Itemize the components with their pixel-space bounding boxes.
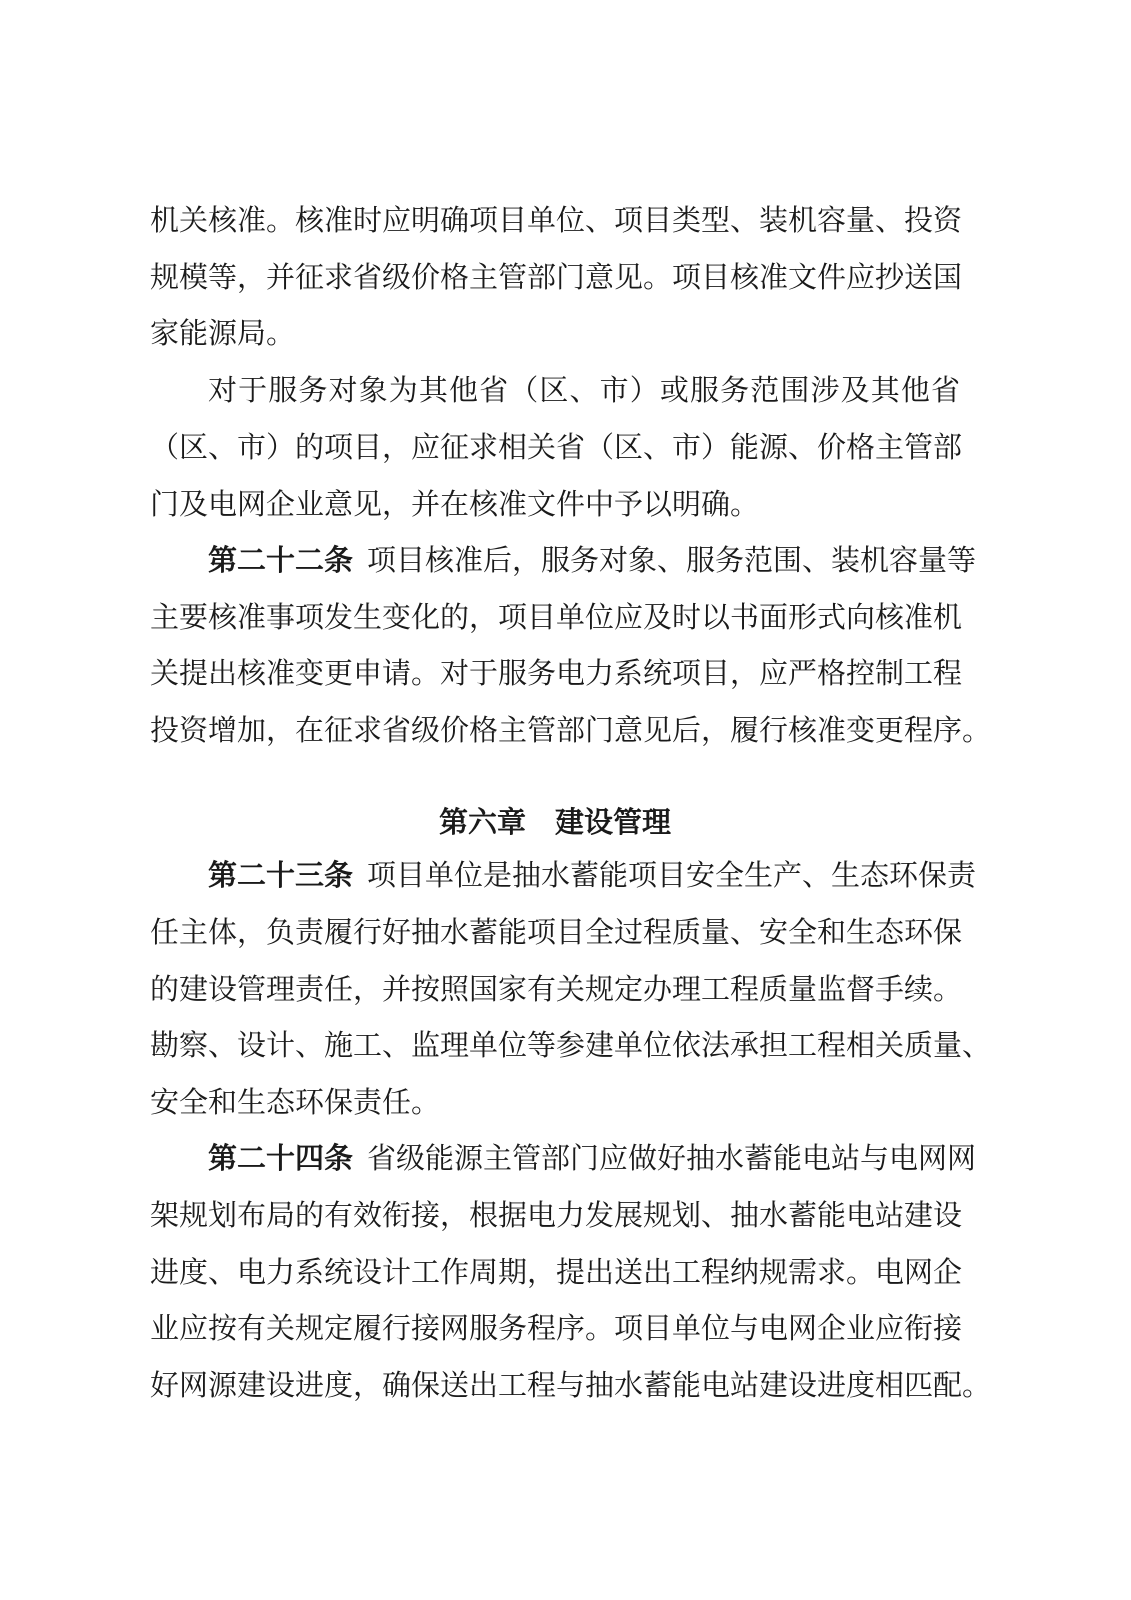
article-23-line-3: 的建设管理责任，并按照国家有关规定办理工程质量监督手续。	[150, 972, 963, 1006]
article-23-text: 项目单位是抽水蓄能项目安全生产、生态环保责	[367, 858, 977, 892]
article-22-line-1	[208, 540, 977, 580]
article-23-line-2: 任主体，负责履行好抽水蓄能项目全过程质量、安全和生态环保	[150, 915, 963, 949]
chapter-heading: 第六章 建设管理	[438, 805, 671, 839]
article-24-line-5: 好网源建设进度，确保送出工程与抽水蓄能电站建设进度相匹配。	[150, 1368, 992, 1402]
article-23-line-1	[208, 855, 977, 895]
article-22-title: 第二十二条	[208, 543, 354, 577]
article-24-line-2: 架规划布局的有效衔接，根据电力发展规划、抽水蓄能电站建设	[150, 1198, 963, 1232]
article-22-line-3: 关提出核准变更申请。对于服务电力系统项目，应严格控制工程	[150, 656, 963, 690]
article-24-line-4: 业应按有关规定履行接网服务程序。项目单位与电网企业应衔接	[150, 1311, 963, 1345]
paragraph-line-2: （区、市）的项目，应征求相关省（区、市）能源、价格主管部	[150, 430, 963, 464]
article-24-title: 第二十四条	[208, 1141, 354, 1175]
paragraph-continuation-line-1: 机关核准。核准时应明确项目单位、项目类型、装机容量、投资	[150, 203, 963, 237]
article-23-title: 第二十三条	[208, 858, 354, 892]
article-23-line-4: 勘察、设计、施工、监理单位等参建单位依法承担工程相关质量、	[150, 1028, 992, 1062]
article-22-line-4: 投资增加，在征求省级价格主管部门意见后，履行核准变更程序。	[150, 713, 992, 747]
article-23-line-5: 安全和生态环保责任。	[150, 1085, 441, 1119]
article-22-text: 项目核准后，服务对象、服务范围、装机容量等	[367, 543, 977, 577]
article-24-line-3: 进度、电力系统设计工作周期，提出送出工程纳规需求。电网企	[150, 1255, 963, 1289]
article-24-line-1	[208, 1138, 977, 1178]
paragraph-continuation-line-2: 规模等，并征求省级价格主管部门意见。项目核准文件应抄送国	[150, 260, 963, 294]
article-24-text: 省级能源主管部门应做好抽水蓄能电站与电网网	[367, 1141, 977, 1175]
article-22-line-2: 主要核准事项发生变化的，项目单位应及时以书面形式向核准机	[150, 600, 963, 634]
paragraph-line-3: 门及电网企业意见，并在核准文件中予以明确。	[150, 487, 760, 521]
paragraph-continuation-line-3: 家能源局。	[150, 316, 296, 350]
paragraph-line-1: 对于服务对象为其他省（区、市）或服务范围涉及其他省	[208, 373, 960, 407]
